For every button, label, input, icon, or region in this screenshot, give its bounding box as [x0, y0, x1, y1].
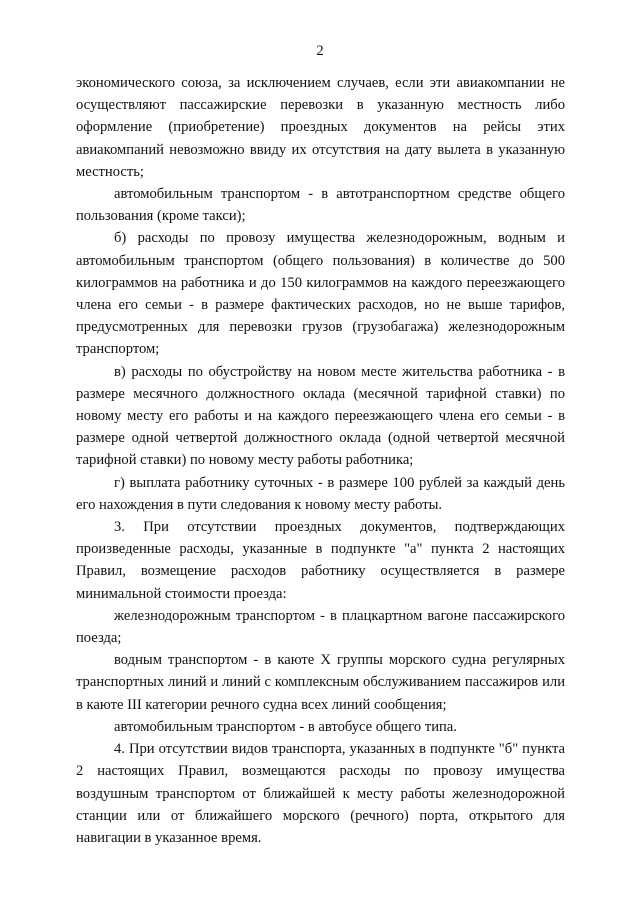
paragraph-1: экономического союза, за исключением случаев, если эти авиакомпании не осуществляют пассажирские перевозки в указанную местность либо оформление (приобретение) проездных документов на рейсы этих авиакомпаний невозможно ввиду их отсутствия на дату вылета в указанную местность;	[76, 75, 565, 180]
paragraph-6: 3. При отсутствии проездных документов, подтверждающих произведенные расходы, указанные в подпункте "а" пункта 2 настоящих Правил, возмещение расходов работнику осуществляется в размере минимальной стоимости проезда:	[76, 519, 565, 602]
paragraph-10: 4. При отсутствии видов транспорта, указанных в подпункте "б" пункта 2 настоящих Правил, возмещаются расходы по провозу имущества воздушным транспортом от ближайшей к месту работы железнодорожной станции или от ближайшего морского (речного) порта, открытого для навигации в указанное время.	[76, 741, 565, 846]
paragraph-2: автомобильным транспортом - в автотранспортном средстве общего пользования (кроме такси);	[76, 186, 565, 225]
page-number: 2	[316, 43, 324, 59]
paragraph-9: автомобильным транспортом - в автобусе общего типа.	[114, 718, 457, 735]
paragraph-5: г) выплата работнику суточных - в размере 100 рублей за каждый день его нахождения в пути следования к новому месту работы.	[76, 474, 565, 513]
paragraph-4: в) расходы по обустройству на новом месте жительства работника - в размере месячного должностного оклада (месячной тарифной ставки) по новому месту его работы и на каждого переезжающего члена его семьи - в размере одной четвертой должностного оклада (одной четвертой месячной тарифной ставки) по новому месту работы работника;	[76, 363, 565, 469]
document-body	[76, 72, 565, 849]
paragraph-7: железнодорожным транспортом - в плацкартном вагоне пассажирского поезда;	[76, 607, 565, 647]
paragraph-8: водным транспортом - в каюте X группы морского судна регулярных транспортных линий и линий с комплексным обслуживанием пассажиров или в каюте III категории речного судна всех линий сообщения;	[76, 652, 565, 713]
paragraph-3: б) расходы по провозу имущества железнодорожным, водным и автомобильным транспортом (общего пользования) в количестве до 500 килограммов на работника и до 150 килограммов на каждого переезжающего члена его семьи - в размере фактических расходов, но не выше тарифов, предусмотренных для перевозки грузов (грузобагажа) железнодорожным транспортом;	[76, 230, 565, 358]
